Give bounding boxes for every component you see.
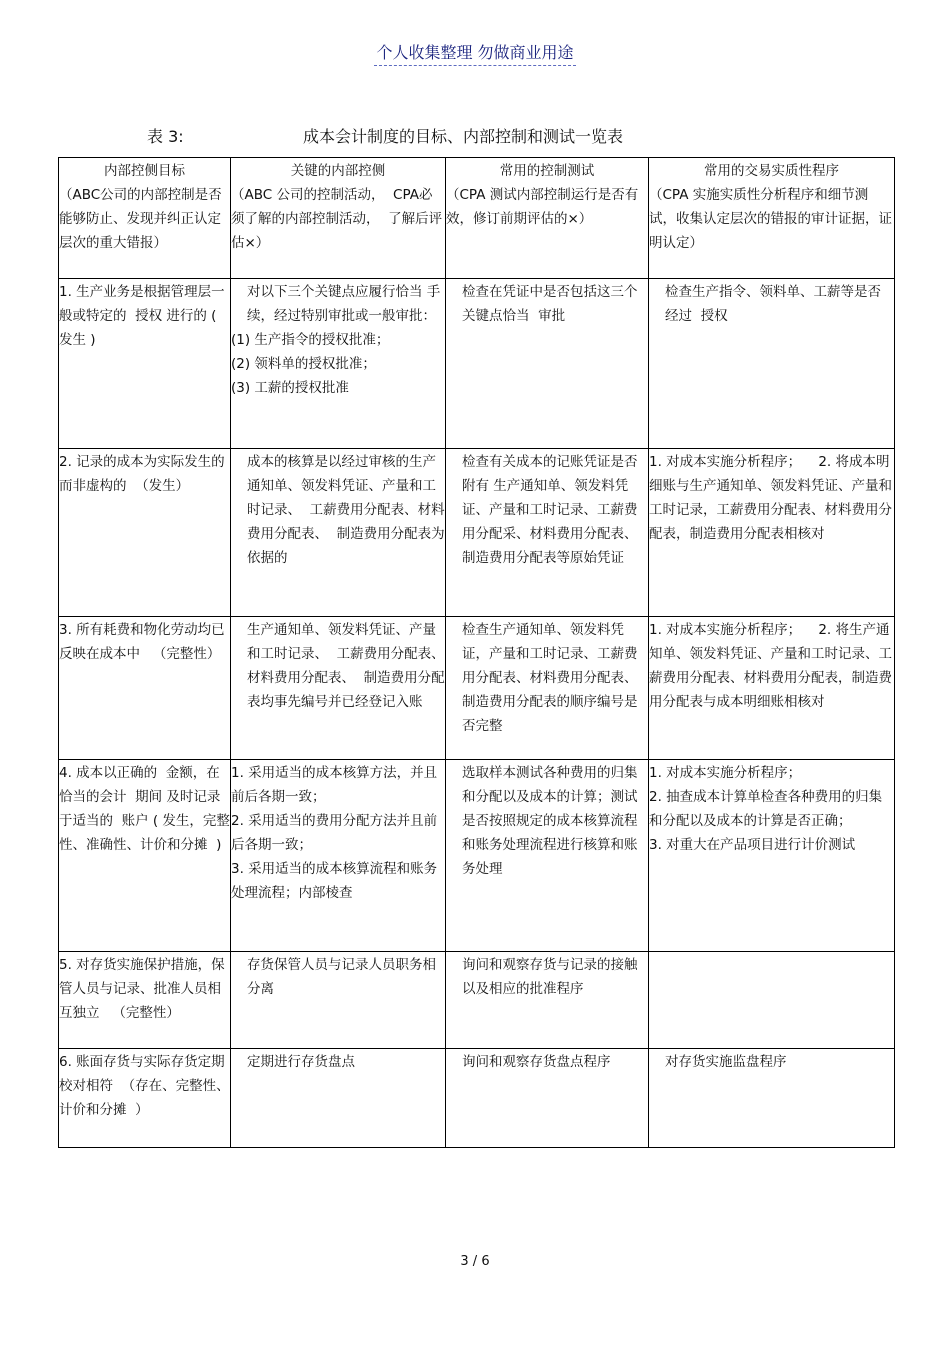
test-text: 检查生产通知单、领发料凭证，产量和工时记录、工薪费用分配表、材料费用分配表、制造费用分配表的顺序编号是否完整 xyxy=(462,622,638,734)
objective-cell xyxy=(59,617,231,760)
control-item: 1. 采用适当的成本核算方法，并且前后各期一致； xyxy=(231,765,438,805)
table-title: 成本会计制度的目标、内部控制和测试一览表 xyxy=(303,127,624,146)
table-row xyxy=(59,952,895,1049)
control-cell xyxy=(231,952,446,1049)
header-note: （ABC公司的内部控制是否能够防止、发现并纠正认定层次的重大错报） xyxy=(59,187,222,251)
control-text: 生产通知单、领发料凭证、产量和工时记录、 工薪费用分配表、材料费用分配表、 制造费用分配表均事先编号并已经登记入账 xyxy=(247,622,445,710)
header-title: 常用的交易实质性程序 xyxy=(704,163,839,179)
objective-text: 5. 对存货实施保护措施，保管人员与记录、批准人员相互独立 （完整性） xyxy=(59,957,225,1021)
control-item: (1) 生产指令的授权批准； xyxy=(231,332,390,348)
objective-cell xyxy=(59,279,231,449)
procedure-cell xyxy=(649,952,895,1049)
table-row xyxy=(59,760,895,952)
table-row xyxy=(59,279,895,449)
objective-text: 1. 生产业务是根据管理层一般或特定的 授权 进行的 ( 发生 ) xyxy=(59,284,225,348)
objective-text: 6. 账面存货与实际存货定期校对相符 （存在、完整性、计价和分摊 ） xyxy=(59,1054,230,1118)
procedure-text: 检查生产指令、领料单、工薪等是否经过 授权 xyxy=(665,284,881,324)
procedure-item: 1. 对成本实施分析程序； xyxy=(649,765,802,781)
control-cell xyxy=(231,617,446,760)
header-title: 常用的控制测试 xyxy=(499,163,595,179)
procedure-text: 1. 对成本实施分析程序； 2. 将生产通知单、领发料凭证、产量和工时记录、工薪费用分配表、材料费用分配表，制造费用分配表与成本明细账相核对 xyxy=(649,622,892,710)
header-cell-procedure xyxy=(649,158,895,279)
procedure-text: 对存货实施监盘程序 xyxy=(665,1054,787,1070)
header-row xyxy=(59,158,895,279)
page-number: 3 / 6 xyxy=(460,1254,490,1269)
procedure-text: 1. 对成本实施分析程序； 2. 将成本明细账与生产通知单、领发料凭证、产量和工时记录，工薪费用分配表、材料费用分配表，制造费用分配表相核对 xyxy=(649,454,892,542)
header-note-text: 个人收集整理 勿做商业用途 xyxy=(374,43,575,66)
header-title: 内部控侧目标 xyxy=(104,163,185,179)
control-cell xyxy=(231,1049,446,1148)
procedure-item: 3. 对重大在产品项目进行计价测试 xyxy=(649,837,856,853)
control-text: 定期进行存货盘点 xyxy=(247,1054,355,1070)
test-text: 询问和观察存货盘点程序 xyxy=(462,1054,611,1070)
test-cell xyxy=(446,449,649,617)
table-caption xyxy=(0,124,950,146)
test-cell xyxy=(446,760,649,952)
test-text: 询问和观察存货与记录的接触以及相应的批准程序 xyxy=(462,957,638,997)
test-text: 检查有关成本的记账凭证是否 附有 生产通知单、领发料凭证、产量和工时记录、工薪费用分配采、材料费用分配表、制造费用分配表等原始凭证 xyxy=(462,454,642,566)
test-text: 检查在凭证中是否包括这三个关键点恰当 审批 xyxy=(462,284,638,324)
objective-text: 3. 所有耗费和物化劳动均已反映在成本中 （完整性） xyxy=(59,622,225,662)
test-cell xyxy=(446,952,649,1049)
table-number: 表 3: xyxy=(147,127,184,146)
table-row xyxy=(59,449,895,617)
test-cell xyxy=(446,1049,649,1148)
header-note xyxy=(0,40,950,63)
table-row xyxy=(59,1049,895,1148)
control-cell xyxy=(231,279,446,449)
control-item: 2. 采用适当的费用分配方法并且前后各期一致； xyxy=(231,813,438,853)
control-item: (2) 领料单的授权批准； xyxy=(231,356,376,372)
header-title: 关键的内部控侧 xyxy=(290,163,386,179)
objective-cell xyxy=(59,760,231,952)
procedure-cell xyxy=(649,449,895,617)
header-cell-control xyxy=(231,158,446,279)
header-cell-test xyxy=(446,158,649,279)
objective-text: 2. 记录的成本为实际发生的而非虚构的 （发生） xyxy=(59,454,225,494)
header-note: （CPA 测试内部控制运行是否有效，修订前期评估的×） xyxy=(446,187,639,227)
control-cell xyxy=(231,449,446,617)
control-table xyxy=(58,157,895,1148)
header-cell-objective xyxy=(59,158,231,279)
procedure-cell xyxy=(649,760,895,952)
table-row xyxy=(59,617,895,760)
objective-cell xyxy=(59,449,231,617)
header-note: （ABC 公司的控制活动， CPA必须了解的内部控制活动， 了解后评估×） xyxy=(231,187,443,251)
procedure-cell xyxy=(649,1049,895,1148)
objective-cell xyxy=(59,1049,231,1148)
procedure-cell xyxy=(649,617,895,760)
control-text: 存货保管人员与记录人员职务相分离 xyxy=(247,957,436,997)
control-text: 成本的核算是以经过审核的生产通知单、领发料凭证、产量和工时记录、 工薪费用分配表、材料费用分配表、 制造费用分配表为依据的 xyxy=(247,454,445,566)
procedure-item: 2. 抽查成本计算单检查各种费用的归集和分配以及成本的计算是否正确； xyxy=(649,789,883,829)
control-intro: 对以下三个关键点应履行恰当 手续，经过特别审批或一般审批： xyxy=(247,284,441,324)
objective-text: 4. 成本以正确的 金额，在恰当的会计 期间 及时记录于适当的 账户 ( 发生，完整性、准确性、计价和分摊 ) xyxy=(59,765,230,853)
control-item: (3) 工薪的授权批准 xyxy=(231,380,349,396)
test-cell xyxy=(446,279,649,449)
procedure-cell xyxy=(649,279,895,449)
test-text: 选取样本测试各种费用的归集和分配以及成本的计算；测试是否按照规定的成本核算流程和账务处理流程进行核算和账务处理 xyxy=(462,765,638,877)
control-item: 3. 采用适当的成本核算流程和账务处理流程；内部棱查 xyxy=(231,861,438,901)
control-cell xyxy=(231,760,446,952)
header-note: （CPA 实施实质性分析程序和细节测试，收集认定层次的错报的审计证据，证明认定） xyxy=(649,187,892,251)
test-cell xyxy=(446,617,649,760)
objective-cell xyxy=(59,952,231,1049)
